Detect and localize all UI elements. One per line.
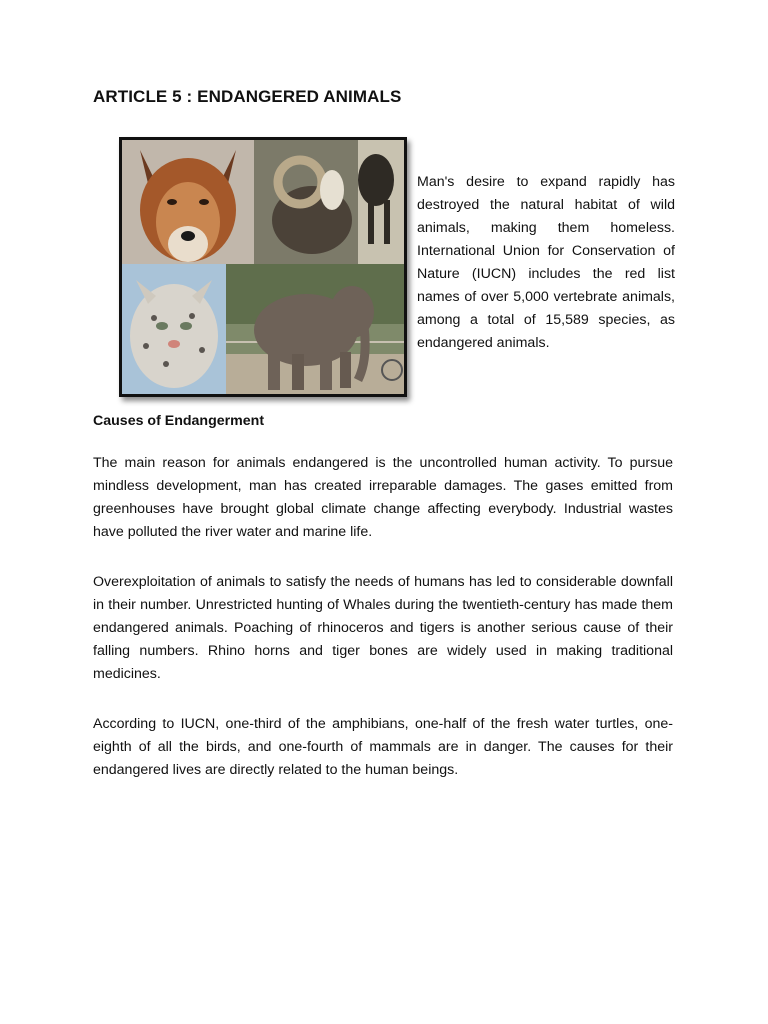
body-paragraph-1: The main reason for animals endangered is the uncontrolled human activity. To pursue mindless development, man has created irreparable damages. The gases emitted from greenhouses have brought global climate change affecting everybody. Industrial wastes have polluted the river water and marine life. (93, 455, 673, 540)
animal-collage-image (119, 137, 407, 397)
wolf-photo (122, 140, 254, 264)
article-title: ARTICLE 5 : ENDANGERED ANIMALS (93, 87, 402, 106)
body-paragraph-2: Overexploitation of animals to satisfy the needs of humans has led to considerable downfall in their number. Unrestricted hunting of Whales during the twentieth-century has made them endangered animals. Poaching of rhinoceros and tigers is another serious cause of their falling numbers. Rhino horns and tiger bones are widely used in making traditional medicines. (93, 574, 673, 682)
body-paragraph-3: According to IUCN, one-third of the amphibians, one-half of the fresh water turtles, one-eighth of all the birds, and one-fourth of mammals are in danger. The causes for their endangered lives are directly related to the human beings. (93, 716, 673, 778)
snow-leopard-photo (122, 264, 226, 394)
elephant-photo (226, 264, 404, 394)
intro-paragraph: Man's desire to expand rapidly has destroyed the natural habitat of wild animals, making them homeless. International Union for Conservation of Nature (IUCN) includes the red list names of over 5,000 vertebrate animals, among a total of 15,589 species, as endangered animals. (417, 174, 675, 351)
ram-photo (254, 140, 404, 264)
section-heading: Causes of Endangerment (93, 413, 265, 429)
